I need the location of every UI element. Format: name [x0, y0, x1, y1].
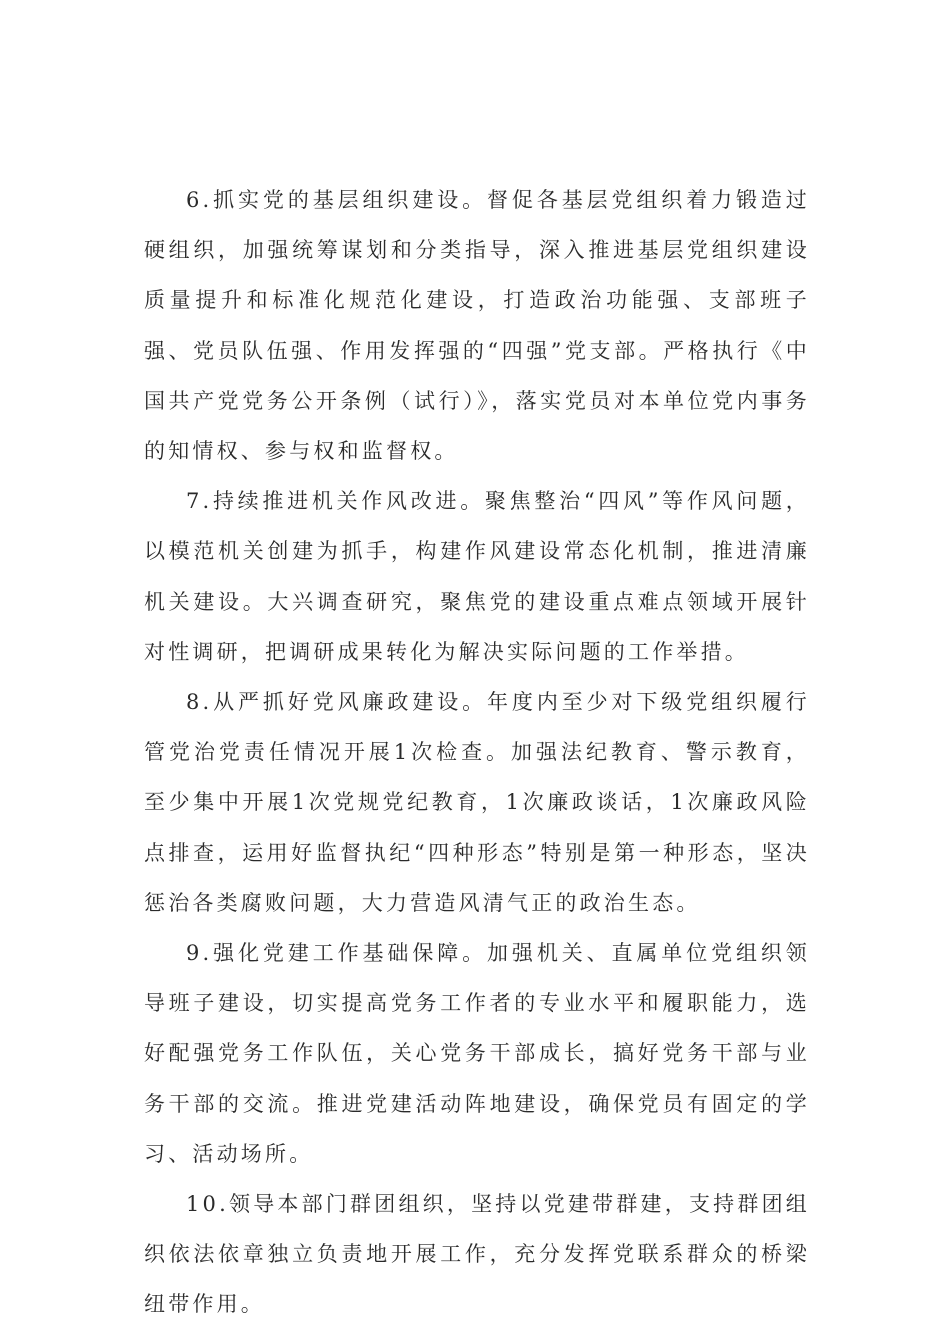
- paragraph-item-10: 10.领导本部门群团组织，坚持以党建带群建，支持群团组织依法依章独立负责地开展工作，充分发挥党联系群众的桥梁纽带作用。: [144, 1192, 810, 1317]
- paragraph-item-9: 9.强化党建工作基础保障。加强机关、直属单位党组织领导班子建设，切实提高党务工作者的专业水平和履职能力，选好配强党务工作队伍，关心党务干部成长，搞好党务干部与业务干部的交流。推进党建活动阵地建设，确保党员有固定的学习、活动场所。: [144, 941, 810, 1166]
- paragraph-item-7: 7.持续推进机关作风改进。聚焦整治“四风”等作风问题，以模范机关创建为抓手，构建作风建设常态化机制，推进清廉机关建设。大兴调查研究，聚焦党的建设重点难点领域开展针对性调研，把调研成果转化为解决实际问题的工作举措。: [144, 489, 810, 664]
- paragraph-item-6: 6.抓实党的基层组织建设。督促各基层党组织着力锻造过硬组织，加强统筹谋划和分类指导，深入推进基层党组织建设质量提升和标准化规范化建设，打造政治功能强、支部班子强、党员队伍强、作用发挥强的“四强”党支部。严格执行《中国共产党党务公开条例（试行）》，落实党员对本单位党内事务的知情权、参与权和监督权。: [144, 188, 810, 464]
- paragraph-item-8: 8.从严抓好党风廉政建设。年度内至少对下级党组织履行管党治党责任情况开展1次检查。加强法纪教育、警示教育，至少集中开展1次党规党纪教育，1次廉政谈话，1次廉政风险点排查，运用好监督执纪“四种形态”特别是第一种形态，坚决惩治各类腐败问题，大力营造风清气正的政治生态。: [144, 690, 810, 915]
- document-body: [144, 175, 810, 1330]
